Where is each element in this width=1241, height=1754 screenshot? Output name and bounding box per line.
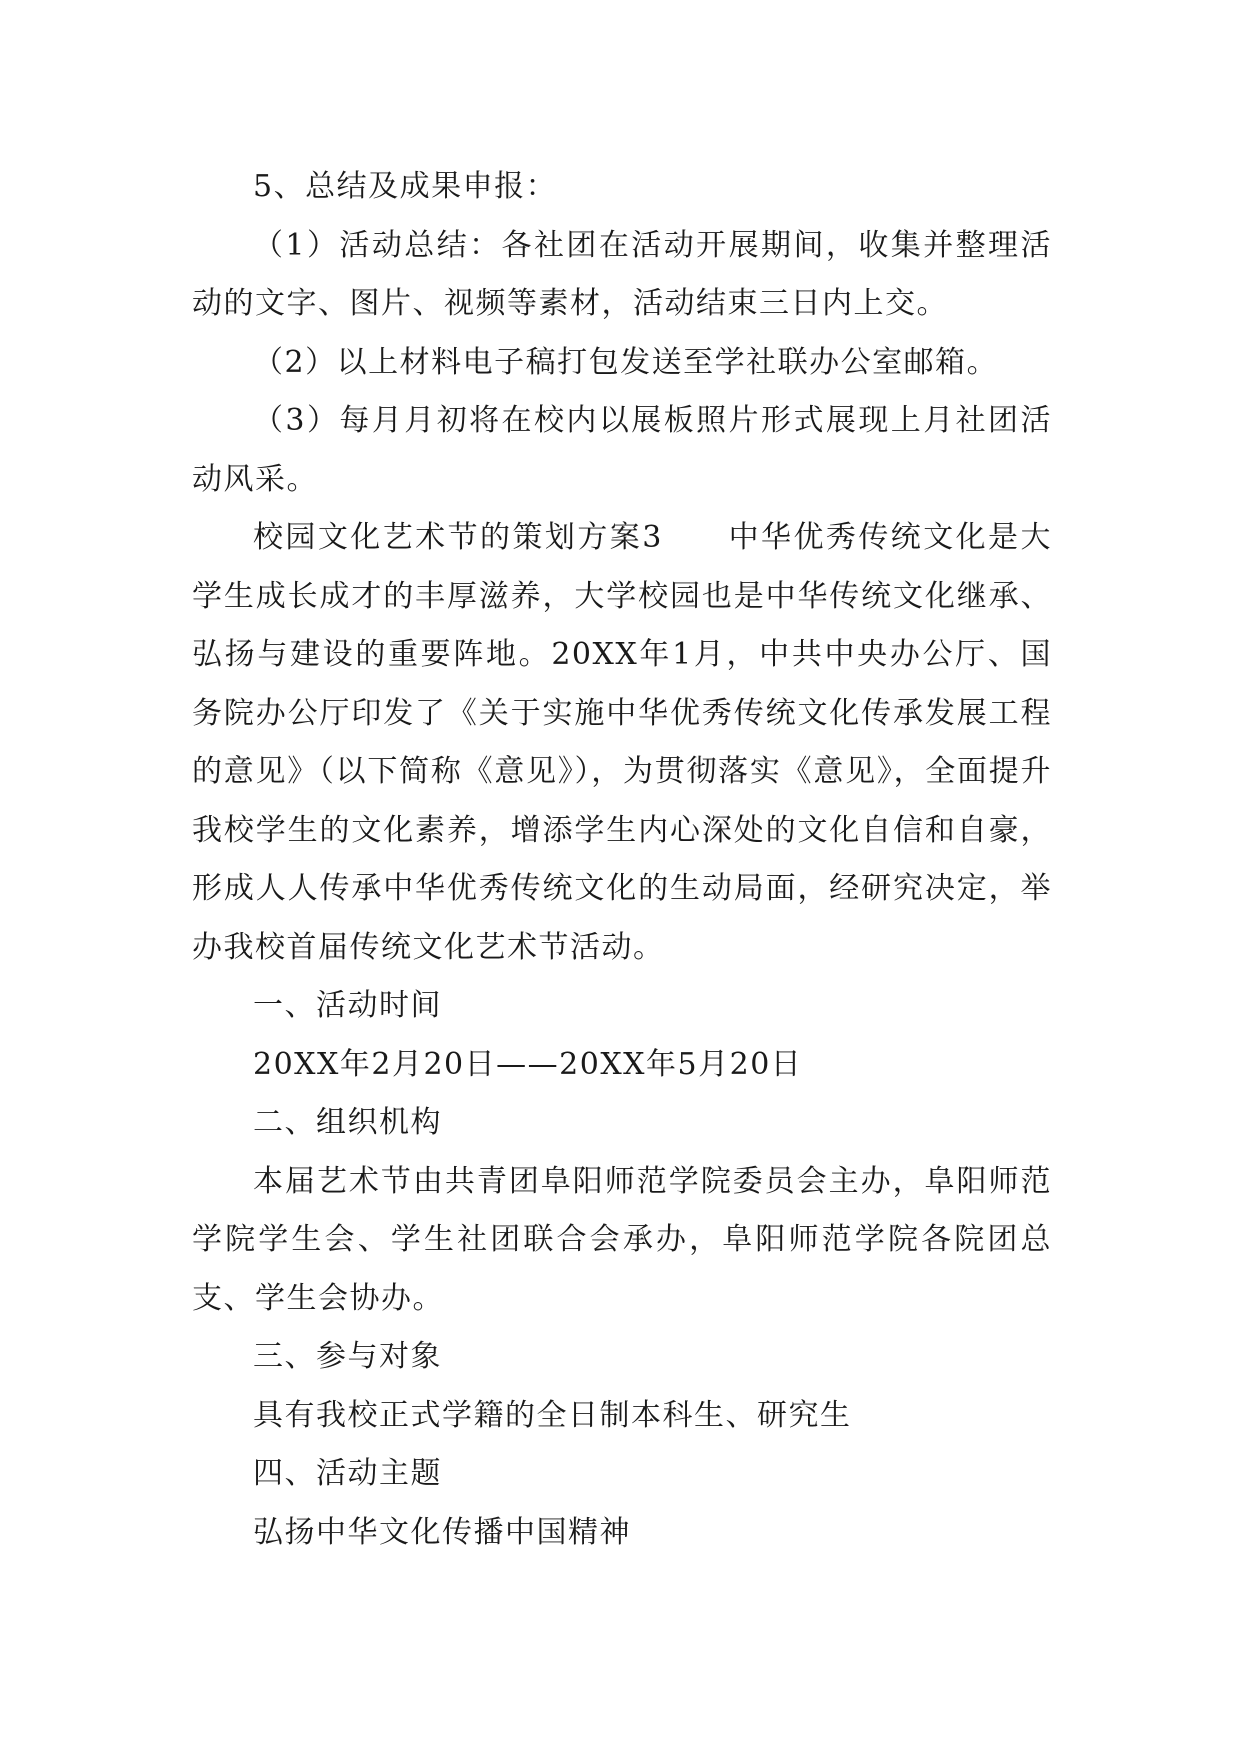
heading-organization: 二、组织机构 — [253, 1105, 442, 1140]
heading-summary: 5、总结及成果申报： — [253, 169, 558, 204]
document-body — [192, 158, 1052, 1562]
paragraph-item-2: （2）以上材料电子稿打包发送至学社联办公室邮箱。 — [253, 344, 999, 380]
paragraph-activity-time: 20XX年2月20日——20XX年5月20日 — [253, 1046, 803, 1082]
paragraph-intro: 校园文化艺术节的策划方案3 中华优秀传统文化是大学生成长成才的丰厚滋养，大学校园也是中华传统文化继承、弘扬与建设的重要阵地。20XX年1月，中共中央办公厅、国务院办公厅印发了《关于实施中华优秀传统文化传承发展工程的意见》（以下简称《意见》），为贯彻落实《意见》，全面提升我校学生的文化素养，增添学生内心深处的文化自信和自豪，形成人人传承中华优秀传统文化的生动局面，经研究决定，举办我校首届传统文化艺术节活动。 — [192, 520, 1052, 965]
heading-theme: 四、活动主题 — [253, 1456, 442, 1491]
paragraph-participants: 具有我校正式学籍的全日制本科生、研究生 — [253, 1397, 852, 1433]
paragraph-theme: 弘扬中华文化传播中国精神 — [253, 1514, 631, 1550]
heading-participants: 三、参与对象 — [253, 1339, 442, 1374]
heading-activity-time: 一、活动时间 — [253, 988, 442, 1023]
paragraph-organization: 本届艺术节由共青团阜阳师范学院委员会主办，阜阳师范学院学生会、学生社团联合会承办，阜阳师范学院各院团总支、学生会协办。 — [192, 1163, 1052, 1316]
paragraph-item-3: （3）每月月初将在校内以展板照片形式展现上月社团活动风采。 — [192, 403, 1052, 497]
paragraph-item-1: （1）活动总结：各社团在活动开展期间，收集并整理活动的文字、图片、视频等素材，活动结束三日内上交。 — [192, 227, 1052, 321]
